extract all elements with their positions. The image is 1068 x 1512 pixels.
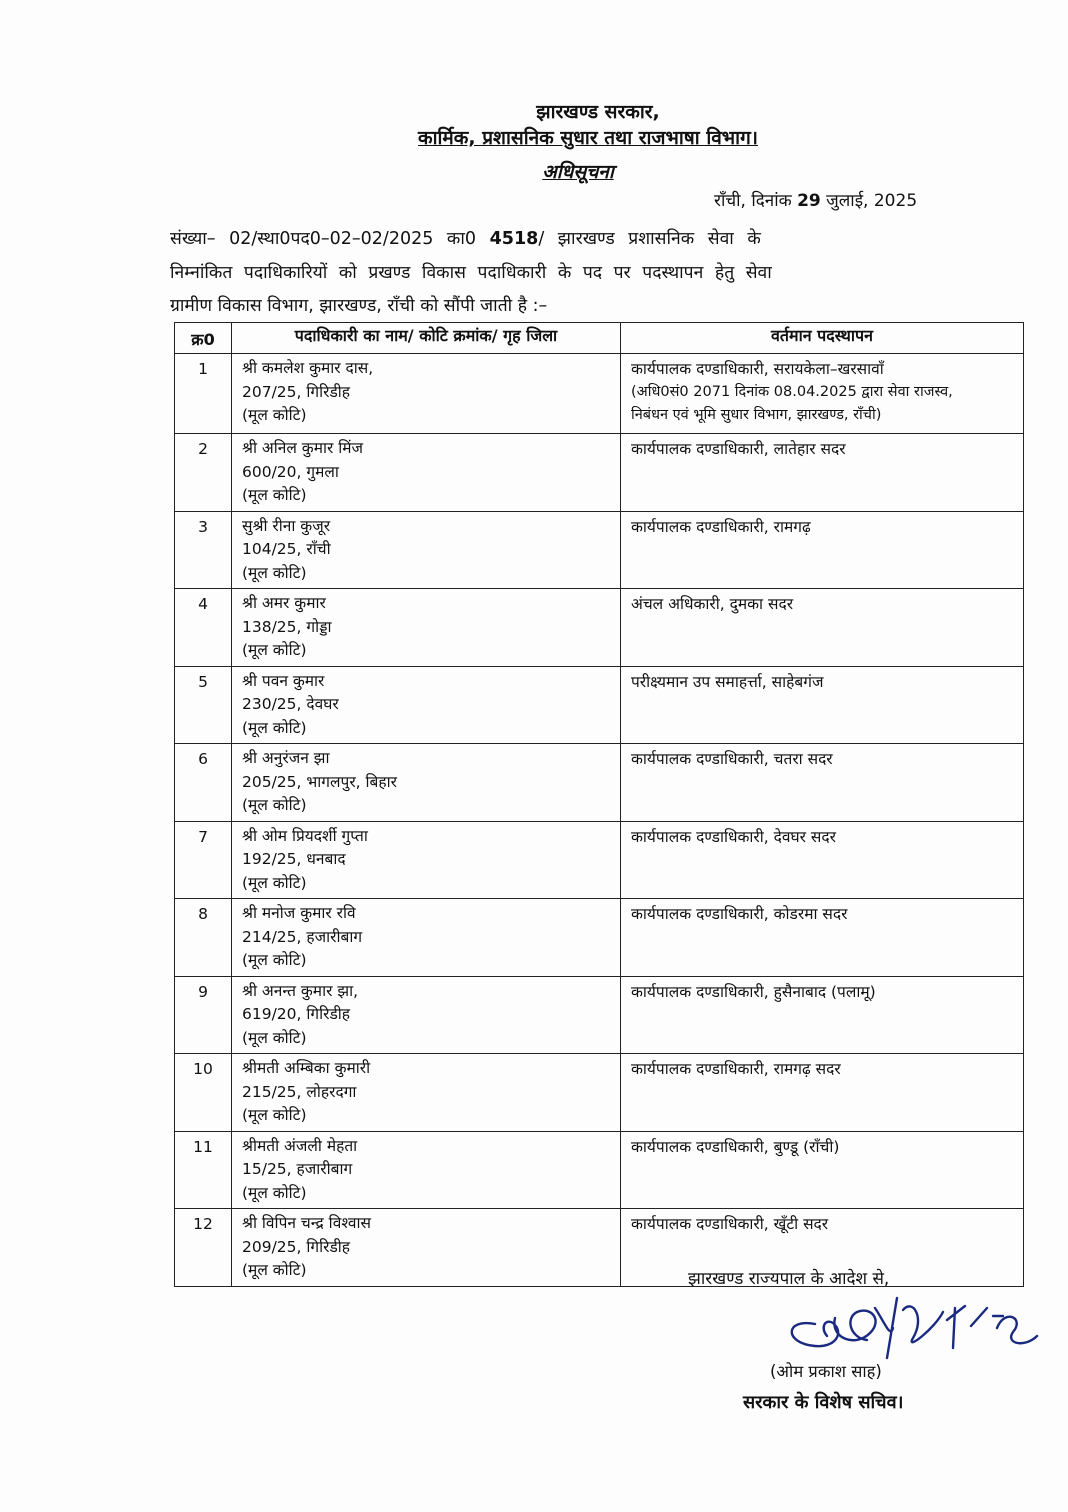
- intro-line-2: निम्नांकित पदाधिकारियों को प्रखण्ड विकास पदाधिकारी के पद पर पदस्थापन हेतु सेवा: [170, 263, 772, 283]
- row-serial: 10: [175, 1054, 232, 1132]
- officer-name: श्री अनिल कुमार मिंज: [242, 439, 364, 457]
- row-posting: [621, 434, 1024, 512]
- row-officer: [232, 821, 621, 899]
- officer-name: श्रीमती अम्बिका कुमारी: [242, 1059, 371, 1077]
- posting-text: अंचल अधिकारी, दुमका सदर: [631, 595, 794, 613]
- row-officer: [232, 589, 621, 667]
- officer-code: 619/20, गिरिडीह: [242, 1005, 351, 1023]
- officer-name: श्री पवन कुमार: [242, 671, 325, 690]
- posting-text: कार्यपालक दण्डाधिकारी, सरायकेला–खरसावाँ: [631, 360, 884, 378]
- row-posting: [621, 589, 1024, 667]
- officer-name: श्रीमती अंजली मेहता: [242, 1136, 358, 1155]
- officer-name: श्री अनन्त कुमार झा,: [242, 981, 359, 1000]
- posting-text: कार्यपालक दण्डाधिकारी, खूँटी सदर: [631, 1215, 829, 1233]
- table-row: [175, 976, 1024, 1054]
- officer-quota: (मूल कोटि): [242, 563, 307, 582]
- officer-code: 214/25, हजारीबाग: [242, 927, 363, 946]
- row-serial: 6: [175, 744, 232, 822]
- posting-text: परीक्ष्यमान उप समाहर्त्ता, साहेबगंज: [631, 672, 824, 691]
- officer-quota: (मूल कोटि): [242, 718, 307, 737]
- date-line: [714, 188, 917, 211]
- posting-text: कार्यपालक दण्डाधिकारी, कोडरमा सदर: [631, 905, 848, 923]
- row-serial: 1: [175, 354, 232, 434]
- row-posting: [621, 1131, 1024, 1209]
- notification-heading-text: अधिसूचना: [542, 161, 614, 183]
- row-officer: [232, 976, 621, 1054]
- row-posting: [621, 511, 1024, 589]
- table-row: [175, 1131, 1024, 1209]
- header-officer: पदाधिकारी का नाम/ कोटि क्रमांक/ गृह जिला: [232, 323, 621, 354]
- officer-name: सुश्री रीना कुजूर: [242, 516, 331, 535]
- table-row: [175, 744, 1024, 822]
- memo-tail: / झारखण्ड प्रशासनिक सेवा के: [538, 229, 761, 249]
- intro-line-1: [170, 226, 1026, 250]
- officers-table: [174, 322, 1024, 1287]
- officer-quota: (मूल कोटि): [242, 1028, 307, 1047]
- table-row: [175, 589, 1024, 667]
- posting-note: (अधि0सं0 2071 दिनांक 08.04.2025 द्वारा सेवा राजस्व,: [631, 384, 953, 400]
- table-row: [175, 434, 1024, 512]
- date-suffix: जुलाई, 2025: [826, 191, 918, 211]
- officer-code: 192/25, धनबाद: [242, 850, 346, 868]
- notification-heading: [44, 158, 1068, 184]
- date-prefix: राँची, दिनांक: [714, 191, 792, 211]
- row-posting: [621, 821, 1024, 899]
- row-officer: [232, 1131, 621, 1209]
- posting-text: कार्यपालक दण्डाधिकारी, रामगढ़: [631, 517, 811, 536]
- signatory-name: (ओम प्रकाश साह): [770, 1362, 882, 1381]
- header-posting: वर्तमान पदस्थापन: [621, 323, 1024, 354]
- signature-image: [775, 1288, 1065, 1363]
- row-serial: 2: [175, 434, 232, 512]
- officer-quota: (मूल कोटि): [242, 641, 307, 659]
- row-serial: 12: [175, 1209, 232, 1287]
- row-posting: [621, 976, 1024, 1054]
- posting-text: कार्यपालक दण्डाधिकारी, रामगढ़ सदर: [631, 1060, 841, 1078]
- officer-name: श्री मनोज कुमार रवि: [242, 904, 356, 922]
- officer-quota: (मूल कोटि): [242, 1106, 307, 1124]
- officer-code: 15/25, हजारीबाग: [242, 1160, 353, 1178]
- table-row: [175, 899, 1024, 977]
- officer-quota: (मूल कोटि): [242, 951, 307, 969]
- row-officer: [232, 434, 621, 512]
- header-serial: क्र0: [175, 323, 232, 354]
- intro-line-3: ग्रामीण विकास विभाग, झारखण्ड, राँची को सौंपी जाती है :–: [170, 296, 548, 316]
- table-row: [175, 511, 1024, 589]
- government-title: झारखण्ड सरकार,: [536, 101, 660, 123]
- row-serial: 8: [175, 899, 232, 977]
- table-header-row: [175, 323, 1024, 354]
- row-posting: [621, 899, 1024, 977]
- officer-quota: (मूल कोटि): [242, 1261, 307, 1279]
- department-title-text: कार्मिक, प्रशासनिक सुधार तथा राजभाषा विभाग।: [418, 127, 758, 149]
- officer-name: श्री कमलेश कुमार दास,: [242, 359, 374, 377]
- officer-quota: (मूल कोटि): [242, 486, 307, 504]
- row-officer: [232, 899, 621, 977]
- table-row: [175, 1209, 1024, 1287]
- row-officer: [232, 354, 621, 434]
- memo-serial: 4518: [489, 229, 539, 249]
- row-posting: [621, 354, 1024, 434]
- date-day: 29: [797, 191, 821, 211]
- table-row: [175, 821, 1024, 899]
- memo-number: संख्या– 02/स्था0पद0–02–02/2025 का0: [170, 229, 477, 249]
- row-posting: [621, 666, 1024, 744]
- posting-text: कार्यपालक दण्डाधिकारी, हुसैनाबाद (पलामू): [631, 982, 876, 1001]
- posting-text: कार्यपालक दण्डाधिकारी, देवघर सदर: [631, 827, 836, 846]
- officer-code: 230/25, देवघर: [242, 695, 339, 713]
- row-officer: [232, 666, 621, 744]
- table-row: [175, 666, 1024, 744]
- officer-name: श्री ओम प्रियदर्शी गुप्ता: [242, 826, 368, 845]
- table-row: [175, 354, 1024, 434]
- row-serial: 7: [175, 821, 232, 899]
- row-posting: [621, 744, 1024, 822]
- officer-name: श्री अमर कुमार: [242, 594, 326, 612]
- row-serial: 5: [175, 666, 232, 744]
- table-row: [175, 1054, 1024, 1132]
- officer-code: 138/25, गोड्डा: [242, 617, 332, 636]
- officer-name: श्री विपिन चन्द्र विश्वास: [242, 1214, 372, 1232]
- row-officer: [232, 1209, 621, 1287]
- officer-code: 600/20, गुमला: [242, 462, 339, 481]
- officer-quota: (मूल कोटि): [242, 796, 307, 814]
- row-serial: 9: [175, 976, 232, 1054]
- row-serial: 11: [175, 1131, 232, 1209]
- row-officer: [232, 1054, 621, 1132]
- order-line: झारखण्ड राज्यपाल के आदेश से,: [688, 1269, 890, 1289]
- officer-name: श्री अनुरंजन झा: [242, 749, 330, 767]
- officer-code: 209/25, गिरिडीह: [242, 1237, 351, 1256]
- officer-code: 205/25, भागलपुर, बिहार: [242, 772, 397, 791]
- row-posting: [621, 1054, 1024, 1132]
- officer-quota: (मूल कोटि): [242, 873, 307, 892]
- posting-note: निबंधन एवं भूमि सुधार विभाग, झारखण्ड, राँची): [631, 407, 882, 423]
- row-serial: 4: [175, 589, 232, 667]
- officer-code: 104/25, राँची: [242, 540, 331, 558]
- table-body: [175, 354, 1024, 1287]
- row-officer: [232, 744, 621, 822]
- officer-quota: (मूल कोटि): [242, 406, 307, 424]
- posting-text: कार्यपालक दण्डाधिकारी, लातेहार सदर: [631, 440, 846, 458]
- row-officer: [232, 511, 621, 589]
- posting-text: कार्यपालक दण्डाधिकारी, चतरा सदर: [631, 750, 833, 768]
- officer-code: 207/25, गिरिडीह: [242, 382, 351, 401]
- row-serial: 3: [175, 511, 232, 589]
- signatory-designation: सरकार के विशेष सचिव।: [743, 1392, 904, 1413]
- officer-quota: (मूल कोटि): [242, 1183, 307, 1202]
- officer-code: 215/25, लोहरदगा: [242, 1082, 357, 1101]
- department-title: [54, 124, 1068, 150]
- posting-text: कार्यपालक दण्डाधिकारी, बुण्डू (राँची): [631, 1137, 840, 1156]
